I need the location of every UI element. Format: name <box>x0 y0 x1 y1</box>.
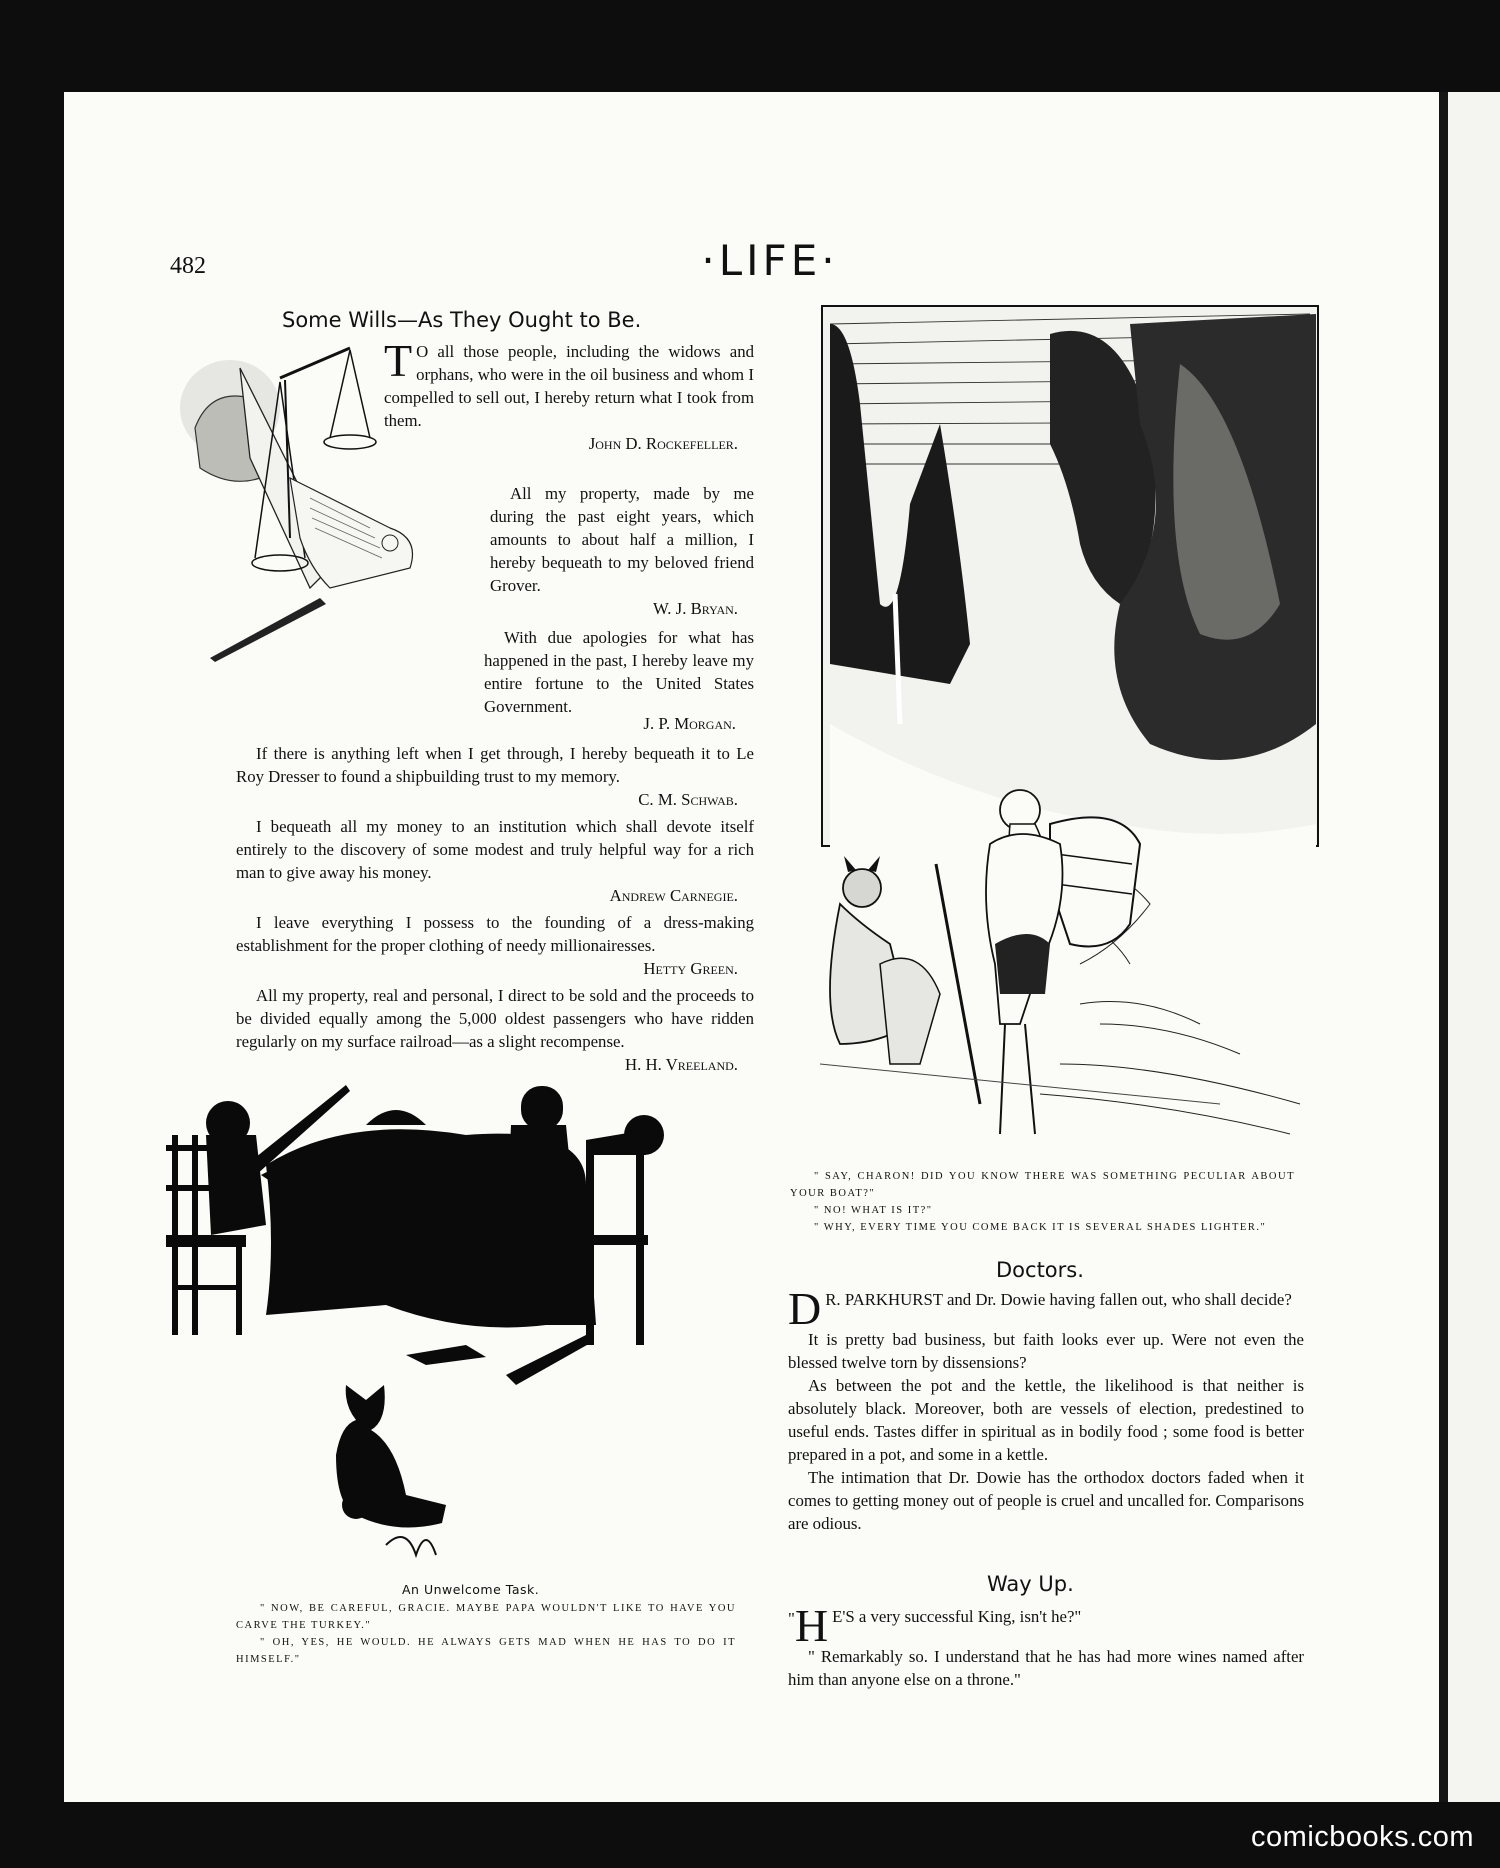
charon-illustration <box>820 304 1320 1146</box>
caption-line: " OH, YES, HE WOULD. HE ALWAYS GETS MAD WHEN HE HAS TO DO IT HIMSELF." <box>236 1637 736 1665</box>
will-text: I bequeath all my money to an institution which shall devote itself entirely to the discovery of some modest and truly helpful way for a rich man to give away his money. <box>236 817 754 882</box>
doctors-paragraph: R. PARKHURST and Dr. Dowie having fallen out, who shall decide? <box>825 1290 1292 1309</box>
quote-mark: " <box>788 1609 795 1628</box>
will-list <box>236 742 754 1076</box>
turkey-silhouette-illustration <box>166 1085 766 1595</box>
turkey-caption-title: An Unwelcome Task. <box>402 1582 540 1597</box>
way-up-article <box>788 1600 1304 1691</box>
will-text: If there is anything left when I get through, I hereby bequeath it to Le Roy Dresser to found a shipbuilding trust to my memory. <box>236 744 754 786</box>
caption-line: " SAY, CHARON! DID YOU KNOW THERE WAS SOMETHING PECULIAR ABOUT YOUR BOAT?" <box>790 1171 1295 1199</box>
will-rockefeller <box>384 335 754 455</box>
will-text: All my property, made by me during the past eight years, which amounts to about half a million, I hereby bequeath to my beloved friend Grover. <box>490 484 754 595</box>
way-up-paragraph: E'S a very successful King, isn't he?" <box>832 1607 1082 1626</box>
will-text: With due apologies for what has happened in the past, I hereby leave my entire fortune to the United States Government. <box>484 628 754 716</box>
will-signature: Andrew Carnegie. <box>609 886 738 905</box>
watermark: comicbooks.com <box>1251 1821 1474 1853</box>
will-signature: Hetty Green. <box>643 959 738 978</box>
dropcap-d: D <box>788 1283 822 1334</box>
doctors-paragraph: As between the pot and the kettle, the likelihood is that neither is absolutely black. Moreover, both are vessels of election, predestined to useful ends. Tastes differ in spiritual as in bodily food ; some food is better prepared in a pot, and some in a kettle. <box>788 1376 1304 1464</box>
caption-line: " NO! WHAT IS IT?" <box>814 1205 933 1216</box>
will-signature: J. P. Morgan. <box>643 714 736 733</box>
way-up-title: Way Up. <box>987 1572 1074 1596</box>
will-signature: John D. Rockefeller. <box>588 434 738 453</box>
will-text: O all those people, including the widows and orphans, who were in the oil business and whom I compelled to sell out, I hereby return what I took from them. <box>384 342 754 430</box>
will-text: All my property, real and personal, I direct to be sold and the proceeds to be divided equally among the 5,000 oldest passengers who have ridden regularly on my surface railroad—as a slight recompense. <box>236 986 754 1051</box>
will-signature: H. H. Vreeland. <box>624 1055 738 1074</box>
turkey-caption <box>236 1600 736 1668</box>
charon-caption <box>790 1168 1295 1236</box>
way-up-paragraph: " Remarkably so. I understand that he has had more wines named after him than anyone else on a throne." <box>788 1647 1304 1689</box>
doctors-paragraph: It is pretty bad business, but faith looks ever up. Were not even the blessed twelve torn by dissensions? <box>788 1330 1304 1372</box>
will-morgan <box>484 626 754 718</box>
will-signature: W. J. Bryan. <box>652 599 738 618</box>
dropcap-t: T <box>384 335 413 386</box>
masthead: ·LIFE· <box>701 236 839 285</box>
will-morgan-signature-line <box>236 712 754 735</box>
will-signature: C. M. Schwab. <box>638 790 738 809</box>
wills-title: Some Wills—As They Ought to Be. <box>282 308 642 332</box>
will-bryan <box>490 482 754 620</box>
doctors-article <box>788 1283 1304 1535</box>
caption-line: " NOW, BE CAREFUL, GRACIE. MAYBE PAPA WOULDN'T LIKE TO HAVE YOU CARVE THE TURKEY." <box>236 1603 736 1631</box>
doctors-paragraph: The intimation that Dr. Dowie has the orthodox doctors faded when it comes to getting money out of people is cruel and uncalled for. Comparisons are odious. <box>788 1468 1304 1533</box>
next-page-edge <box>1448 92 1500 1802</box>
will-text: I leave everything I possess to the founding of a dress-making establishment for the proper clothing of needy millionairesses. <box>236 913 754 955</box>
page-number: 482 <box>170 253 206 279</box>
dropcap-h: H <box>794 1600 829 1651</box>
page-gutter <box>1439 92 1448 1802</box>
caption-line: " WHY, EVERY TIME YOU COME BACK IT IS SEVERAL SHADES LIGHTER." <box>814 1222 1267 1233</box>
doctors-title: Doctors. <box>996 1258 1084 1282</box>
